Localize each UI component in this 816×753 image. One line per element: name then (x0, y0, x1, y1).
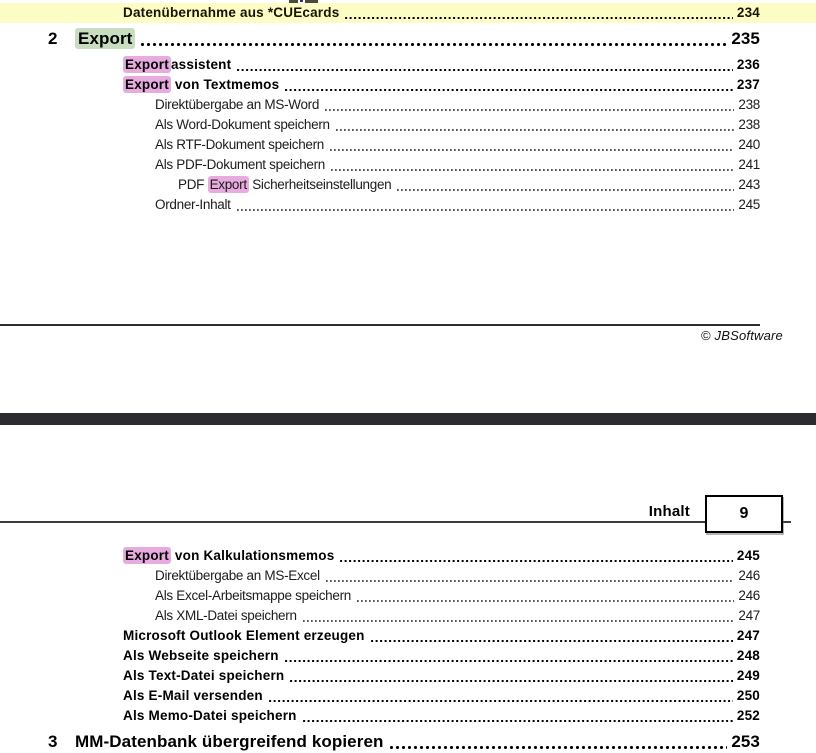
toc-entry (0, 586, 816, 606)
toc-page-number: 245 (738, 197, 760, 212)
search-highlight: Export (125, 57, 169, 72)
dotted-leader (285, 646, 733, 666)
dotted-leader (340, 546, 732, 566)
toc-entry-label: Als RTF-Dokument speichern (155, 137, 325, 152)
toc-page-number: 235 (731, 29, 760, 48)
toc-entry (0, 729, 816, 753)
toc-entry-label: Als Webseite speichern (123, 648, 279, 663)
toc-entry-label: Als PDF-Dokument speichern (155, 157, 326, 172)
toc-page-number: 234 (736, 5, 760, 20)
toc-entry (0, 175, 816, 195)
chapter-number: 2 (48, 29, 58, 48)
toc-entry (0, 135, 816, 155)
toc-entry-label: Datenübernahme aus *CUEcards (123, 5, 340, 20)
copyright-text: © JBSoftware (700, 328, 783, 343)
dotted-leader (269, 686, 733, 706)
toc-entry-label: Als Text-Datei speichern (123, 668, 285, 683)
toc-entry-label: MM-Datenbank übergreifend kopieren (75, 732, 384, 751)
page-number-value: 9 (739, 505, 749, 522)
dotted-leader (325, 95, 734, 115)
dotted-leader (371, 626, 733, 646)
dotted-leader (290, 666, 733, 686)
dotted-leader (303, 706, 733, 726)
dotted-leader (141, 26, 727, 52)
toc-entry (0, 546, 816, 566)
chapter-number: 3 (48, 732, 58, 751)
toc-entry-label: Direktübergabe an MS-Word (155, 97, 320, 112)
dotted-leader (331, 155, 734, 175)
dotted-leader (285, 75, 733, 95)
toc-page-number: 243 (738, 177, 760, 192)
toc-page-2 (0, 546, 816, 753)
toc-page-1 (0, 3, 816, 215)
dotted-leader (237, 55, 733, 75)
toc-page-number: 252 (736, 708, 760, 723)
toc-page-number: 241 (738, 157, 760, 172)
search-highlight: Export (125, 548, 169, 563)
toc-entry (0, 95, 816, 115)
toc-entry (0, 55, 816, 75)
dotted-leader (336, 115, 735, 135)
header-rule (0, 521, 757, 523)
toc-entry (0, 26, 816, 52)
toc-entry (0, 75, 816, 95)
toc-entry-label: Als E-Mail versenden (123, 688, 263, 703)
toc-page-number: 240 (738, 137, 760, 152)
toc-entry (0, 195, 816, 215)
toc-entry-label: Export von Kalkulationsmemos (125, 548, 335, 563)
search-highlight: Export (125, 77, 169, 92)
dotted-leader (237, 195, 735, 215)
page-separator-bar (0, 413, 816, 425)
dotted-leader (357, 586, 734, 606)
toc-entry-label: Direktübergabe an MS-Excel (155, 568, 320, 583)
toc-page-number: 238 (738, 117, 760, 132)
toc-entry (0, 115, 816, 135)
search-highlight: Export (209, 177, 247, 192)
toc-page-number: 249 (736, 668, 760, 683)
toc-entry (0, 566, 816, 586)
toc-page-number: 250 (736, 688, 760, 703)
toc-entry (0, 666, 816, 686)
toc-entry (0, 626, 816, 646)
toc-entry-label: Als Word-Dokument speichern (155, 117, 330, 132)
toc-entry (0, 646, 816, 666)
dotted-leader (345, 3, 732, 23)
toc-entry-label: Ordner-Inhalt (155, 197, 231, 212)
dotted-leader (303, 606, 735, 626)
toc-page-number: 247 (738, 608, 760, 623)
toc-page-number: 238 (738, 97, 760, 112)
toc-entry-label: Microsoft Outlook Element erzeugen (123, 628, 365, 643)
toc-entry-label: Export von Textmemos (125, 77, 280, 92)
dotted-leader (326, 566, 735, 586)
dotted-leader (397, 175, 734, 195)
toc-page-number: 248 (736, 648, 760, 663)
toc-page-number: 253 (731, 732, 760, 751)
toc-entry (0, 706, 816, 726)
dotted-leader (330, 135, 734, 155)
toc-page-number: 245 (736, 548, 760, 563)
toc-page-number: 236 (736, 57, 760, 72)
toc-page-number: 246 (738, 568, 760, 583)
header-rule-stub (783, 521, 791, 523)
toc-entry-label: Als Excel-Arbeitsmappe speichern (155, 588, 351, 603)
footer-rule (0, 324, 760, 326)
toc-entry (0, 3, 816, 23)
toc-entry-label: Als Memo-Datei speichern (123, 708, 297, 723)
toc-page-number: 246 (738, 588, 760, 603)
page-number-box (705, 495, 783, 533)
toc-entry-label (75, 26, 135, 52)
toc-entry-label: Als XML-Datei speichern (155, 608, 297, 623)
toc-page-number: 237 (736, 77, 760, 92)
toc-entry-label: Export assistent (125, 57, 232, 72)
toc-entry (0, 155, 816, 175)
header-title: Inhalt (648, 503, 690, 520)
dotted-leader (390, 729, 728, 753)
toc-entry-label: PDF Export Sicherheitseinstellungen (178, 177, 392, 192)
toc-page-number: 247 (736, 628, 760, 643)
toc-entry (0, 686, 816, 706)
search-highlight: Export (75, 28, 135, 49)
toc-entry (0, 606, 816, 626)
